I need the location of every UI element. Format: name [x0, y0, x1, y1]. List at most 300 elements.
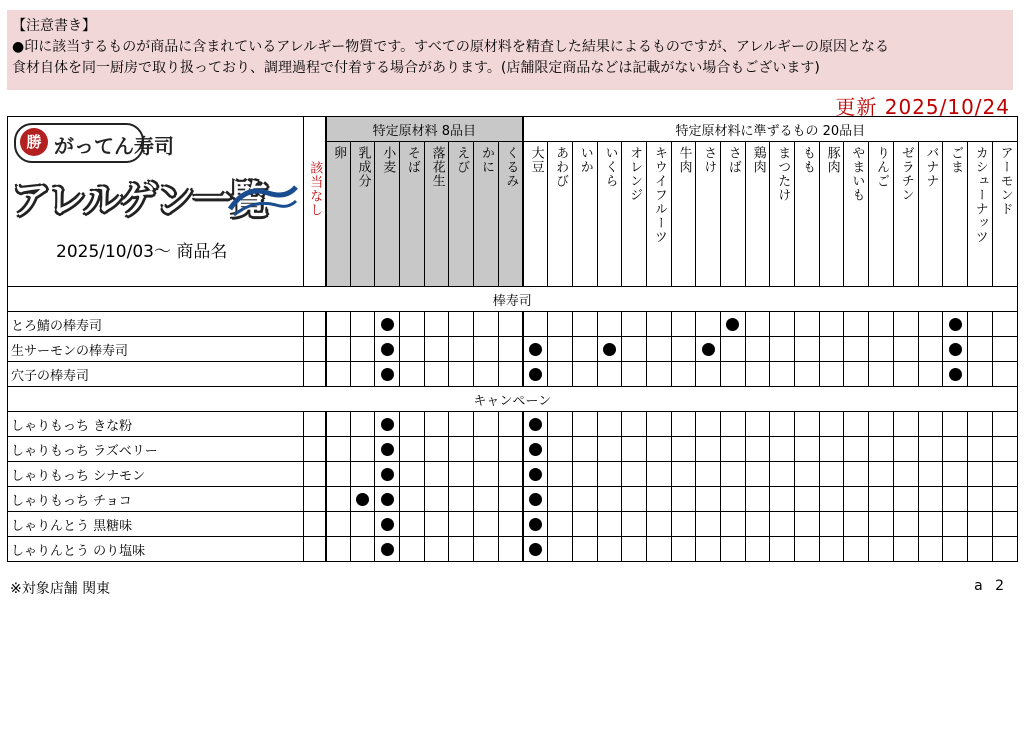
- allergen-cell: [523, 362, 548, 387]
- allergen-mark-icon: [529, 518, 542, 531]
- allergen-cell: [498, 312, 523, 337]
- allergen-cell: [770, 537, 795, 562]
- allergen-cell: [893, 537, 918, 562]
- allergen-cell: [572, 537, 597, 562]
- allergen-header: [646, 142, 671, 287]
- allergen-cell: [992, 362, 1017, 387]
- allergen-cell: [449, 337, 474, 362]
- allergen-cell: [498, 512, 523, 537]
- allergen-label: カシューナッツ: [972, 146, 988, 244]
- allergen-cell: [696, 537, 721, 562]
- allergen-mark-icon: [381, 468, 394, 481]
- allergen-cell: [326, 462, 351, 487]
- allergen-cell: [548, 362, 573, 387]
- allergen-cell: [943, 312, 968, 337]
- allergen-cell: [795, 512, 820, 537]
- none-applicable-cell: [304, 412, 326, 437]
- allergen-cell: [326, 487, 351, 512]
- allergen-mark-icon: [529, 468, 542, 481]
- allergen-cell: [943, 412, 968, 437]
- allergen-header: [770, 142, 795, 287]
- product-name: 生サーモンの棒寿司: [8, 337, 304, 362]
- allergen-cell: [400, 362, 425, 387]
- allergen-cell: [375, 337, 400, 362]
- allergen-cell: [424, 487, 449, 512]
- allergen-label: ごま: [948, 146, 964, 174]
- allergen-cell: [622, 487, 647, 512]
- allergen-cell: [721, 412, 746, 437]
- allergen-cell: [400, 337, 425, 362]
- allergen-cell: [572, 337, 597, 362]
- group-header-main: 特定原材料 8品目: [326, 117, 524, 142]
- allergen-cell: [918, 537, 943, 562]
- allergen-header: [721, 142, 746, 287]
- allergen-header: [696, 142, 721, 287]
- allergen-cell: [696, 337, 721, 362]
- notice-heading: 【注意書き】: [12, 18, 96, 34]
- allergen-label: 卵: [331, 146, 347, 160]
- allergen-cell: [350, 487, 375, 512]
- allergen-cell: [869, 462, 894, 487]
- table-row: [8, 537, 1018, 562]
- allergen-cell: [918, 487, 943, 512]
- allergen-cell: [721, 537, 746, 562]
- allergen-cell: [745, 537, 770, 562]
- none-applicable-cell: [304, 362, 326, 387]
- allergen-cell: [671, 437, 696, 462]
- allergen-cell: [622, 437, 647, 462]
- allergen-cell: [671, 337, 696, 362]
- allergen-cell: [350, 512, 375, 537]
- footer-stores: ※対象店舗 関東: [10, 581, 111, 597]
- allergen-cell: [819, 512, 844, 537]
- notice-box: [7, 10, 1013, 90]
- allergen-cell: [326, 537, 351, 562]
- allergen-cell: [474, 462, 499, 487]
- allergen-cell: [770, 462, 795, 487]
- allergen-cell: [967, 462, 992, 487]
- allergen-label: バナナ: [923, 146, 939, 188]
- allergen-cell: [424, 462, 449, 487]
- allergen-cell: [572, 362, 597, 387]
- allergen-cell: [992, 537, 1017, 562]
- allergen-mark-icon: [949, 318, 962, 331]
- product-name: とろ鯖の棒寿司: [8, 312, 304, 337]
- section-title: キャンペーン: [8, 387, 1018, 412]
- allergen-header: [572, 142, 597, 287]
- allergen-cell: [646, 537, 671, 562]
- allergen-cell: [967, 362, 992, 387]
- allergen-label: キウイフルーツ: [651, 146, 667, 244]
- allergen-cell: [671, 412, 696, 437]
- allergen-cell: [967, 537, 992, 562]
- allergen-cell: [597, 487, 622, 512]
- allergen-cell: [326, 512, 351, 537]
- allergen-cell: [424, 512, 449, 537]
- allergen-header: [498, 142, 523, 287]
- allergen-cell: [869, 362, 894, 387]
- allergen-cell: [721, 337, 746, 362]
- allergen-cell: [597, 312, 622, 337]
- allergen-label: 牛肉: [676, 146, 692, 174]
- allergen-cell: [992, 462, 1017, 487]
- allergen-header: [671, 142, 696, 287]
- allergen-mark-icon: [529, 418, 542, 431]
- none-applicable-header: [304, 117, 326, 287]
- allergen-cell: [918, 437, 943, 462]
- notice-line-2: 食材自体を同一厨房で取り扱っており、調理過程で付着する場合があります。(店舗限定商品などは記載がない場合もございます): [12, 60, 820, 76]
- allergen-cell: [572, 487, 597, 512]
- section-row: [8, 387, 1018, 412]
- allergen-cell: [548, 312, 573, 337]
- allergen-header: [869, 142, 894, 287]
- allergen-cell: [745, 462, 770, 487]
- allergen-cell: [548, 462, 573, 487]
- allergen-cell: [893, 512, 918, 537]
- allergen-cell: [400, 537, 425, 562]
- allergen-cell: [943, 462, 968, 487]
- allergen-cell: [646, 362, 671, 387]
- allergen-cell: [350, 337, 375, 362]
- allergen-label: そば: [404, 146, 420, 174]
- allergen-label: かに: [478, 146, 494, 174]
- allergen-cell: [745, 512, 770, 537]
- allergen-cell: [992, 487, 1017, 512]
- allergen-cell: [819, 362, 844, 387]
- allergen-header: [548, 142, 573, 287]
- allergen-cell: [597, 462, 622, 487]
- allergen-cell: [893, 462, 918, 487]
- allergen-cell: [474, 437, 499, 462]
- allergen-cell: [893, 337, 918, 362]
- allergen-header: [350, 142, 375, 287]
- allergen-header: [745, 142, 770, 287]
- allergen-cell: [523, 337, 548, 362]
- allergen-cell: [795, 437, 820, 462]
- allergen-cell: [424, 312, 449, 337]
- allergen-label: 乳成分: [355, 146, 371, 188]
- allergen-header: [523, 142, 548, 287]
- allergen-cell: [498, 537, 523, 562]
- allergen-cell: [646, 512, 671, 537]
- allergen-header: [992, 142, 1017, 287]
- table-row: [8, 362, 1018, 387]
- allergen-cell: [869, 337, 894, 362]
- allergen-cell: [523, 462, 548, 487]
- allergen-mark-icon: [381, 368, 394, 381]
- allergen-cell: [474, 537, 499, 562]
- allergen-cell: [844, 537, 869, 562]
- table-row: [8, 312, 1018, 337]
- allergen-cell: [671, 462, 696, 487]
- allergen-cell: [474, 312, 499, 337]
- none-applicable-cell: [304, 462, 326, 487]
- allergen-header: [424, 142, 449, 287]
- allergen-mark-icon: [381, 318, 394, 331]
- notice-line-1: ●印に該当するものが商品に含まれているアレルギー物質です。すべての原材料を精査した結果によるものですが、アレルギーの原因となる: [12, 39, 889, 55]
- product-name: しゃりもっち ラズベリー: [8, 437, 304, 462]
- allergen-cell: [597, 412, 622, 437]
- allergen-header: [326, 142, 351, 287]
- allergen-cell: [893, 362, 918, 387]
- allergen-cell: [350, 412, 375, 437]
- allergen-cell: [449, 462, 474, 487]
- allergen-cell: [721, 512, 746, 537]
- allergen-mark-icon: [949, 368, 962, 381]
- allergen-cell: [622, 312, 647, 337]
- allergen-cell: [523, 487, 548, 512]
- allergen-cell: [869, 412, 894, 437]
- allergen-cell: [671, 512, 696, 537]
- allergen-cell: [424, 537, 449, 562]
- allergen-cell: [622, 512, 647, 537]
- none-applicable-cell: [304, 487, 326, 512]
- allergen-header: [918, 142, 943, 287]
- allergen-cell: [819, 537, 844, 562]
- allergen-header: [597, 142, 622, 287]
- allergen-cell: [844, 487, 869, 512]
- allergen-cell: [943, 362, 968, 387]
- allergen-label: まつたけ: [775, 146, 791, 202]
- allergen-cell: [523, 512, 548, 537]
- allergen-cell: [918, 362, 943, 387]
- allergen-cell: [622, 537, 647, 562]
- allergen-cell: [844, 437, 869, 462]
- allergen-cell: [400, 462, 425, 487]
- allergen-cell: [819, 337, 844, 362]
- allergen-cell: [375, 487, 400, 512]
- table-row: [8, 462, 1018, 487]
- group-header-secondary: 特定原材料に準ずるもの 20品目: [523, 117, 1017, 142]
- allergen-mark-icon: [529, 343, 542, 356]
- allergen-cell: [721, 312, 746, 337]
- allergen-cell: [745, 412, 770, 437]
- allergen-cell: [326, 437, 351, 462]
- allergen-cell: [646, 437, 671, 462]
- table-row: [8, 337, 1018, 362]
- allergen-cell: [375, 537, 400, 562]
- allergen-cell: [943, 537, 968, 562]
- allergen-cell: [795, 412, 820, 437]
- allergen-cell: [400, 312, 425, 337]
- table-row: [8, 437, 1018, 462]
- allergen-cell: [869, 437, 894, 462]
- allergen-mark-icon: [949, 343, 962, 356]
- allergen-cell: [869, 312, 894, 337]
- allergen-cell: [721, 462, 746, 487]
- allergen-cell: [721, 362, 746, 387]
- update-date: 更新 2025/10/24: [835, 95, 1010, 119]
- allergen-mark-icon: [381, 343, 394, 356]
- allergen-cell: [795, 337, 820, 362]
- allergen-cell: [622, 337, 647, 362]
- allergen-cell: [992, 312, 1017, 337]
- allergen-cell: [572, 512, 597, 537]
- allergen-cell: [844, 412, 869, 437]
- allergen-header: [844, 142, 869, 287]
- allergen-cell: [474, 362, 499, 387]
- none-applicable-cell: [304, 437, 326, 462]
- allergen-cell: [326, 337, 351, 362]
- allergen-cell: [844, 462, 869, 487]
- allergen-cell: [967, 412, 992, 437]
- allergen-cell: [721, 487, 746, 512]
- allergen-label: 落花生: [429, 146, 445, 188]
- allergen-label: さけ: [701, 146, 717, 174]
- none-applicable-cell: [304, 337, 326, 362]
- allergen-cell: [572, 437, 597, 462]
- allergen-cell: [375, 512, 400, 537]
- allergen-label: さば: [725, 146, 741, 174]
- allergen-cell: [597, 362, 622, 387]
- allergen-cell: [548, 437, 573, 462]
- allergen-cell: [622, 412, 647, 437]
- allergen-cell: [646, 462, 671, 487]
- allergen-cell: [449, 437, 474, 462]
- allergen-header: [400, 142, 425, 287]
- allergen-cell: [671, 537, 696, 562]
- allergen-mark-icon: [381, 418, 394, 431]
- allergen-cell: [646, 412, 671, 437]
- allergen-cell: [597, 437, 622, 462]
- allergen-cell: [696, 312, 721, 337]
- allergen-cell: [498, 487, 523, 512]
- allergen-table: [7, 116, 1018, 562]
- allergen-cell: [671, 312, 696, 337]
- allergen-cell: [844, 312, 869, 337]
- allergen-header: [795, 142, 820, 287]
- allergen-mark-icon: [381, 493, 394, 506]
- allergen-cell: [696, 487, 721, 512]
- allergen-cell: [696, 437, 721, 462]
- allergen-mark-icon: [603, 343, 616, 356]
- allergen-cell: [869, 512, 894, 537]
- allergen-header: [943, 142, 968, 287]
- allergen-cell: [375, 462, 400, 487]
- allergen-cell: [770, 512, 795, 537]
- allergen-cell: [918, 337, 943, 362]
- allergen-label: 小麦: [380, 146, 396, 174]
- wave-icon: [228, 179, 298, 219]
- allergen-header: [375, 142, 400, 287]
- allergen-mark-icon: [726, 318, 739, 331]
- allergen-cell: [943, 337, 968, 362]
- allergen-label: 豚肉: [824, 146, 840, 174]
- allergen-cell: [745, 337, 770, 362]
- allergen-label: ゼラチン: [898, 146, 914, 202]
- allergen-mark-icon: [702, 343, 715, 356]
- allergen-cell: [893, 312, 918, 337]
- allergen-label: オレンジ: [627, 146, 643, 202]
- allergen-cell: [869, 487, 894, 512]
- allergen-cell: [844, 362, 869, 387]
- allergen-cell: [350, 537, 375, 562]
- allergen-cell: [646, 312, 671, 337]
- section-row: [8, 287, 1018, 312]
- allergen-label: あわび: [553, 146, 569, 188]
- allergen-cell: [449, 312, 474, 337]
- allergen-header: [819, 142, 844, 287]
- allergen-cell: [844, 512, 869, 537]
- allergen-cell: [967, 512, 992, 537]
- allergen-cell: [523, 312, 548, 337]
- allergen-mark-icon: [529, 543, 542, 556]
- allergen-cell: [819, 437, 844, 462]
- allergen-cell: [943, 512, 968, 537]
- allergen-cell: [572, 312, 597, 337]
- allergen-mark-icon: [381, 443, 394, 456]
- table-row: [8, 412, 1018, 437]
- none-applicable-label: 該当なし: [307, 161, 323, 217]
- allergen-label: 鶏肉: [750, 146, 766, 174]
- section-title: 棒寿司: [8, 287, 1018, 312]
- product-name: しゃりんとう 黒糖味: [8, 512, 304, 537]
- allergen-cell: [498, 362, 523, 387]
- allergen-cell: [943, 437, 968, 462]
- allergen-cell: [795, 537, 820, 562]
- allergen-cell: [400, 487, 425, 512]
- allergen-cell: [795, 462, 820, 487]
- allergen-label: やまいも: [849, 146, 865, 202]
- allergen-label: アーモンド: [997, 146, 1013, 216]
- allergen-header: [474, 142, 499, 287]
- allergen-cell: [770, 312, 795, 337]
- logo-title: アレルゲン一覧: [12, 177, 268, 222]
- allergen-mark-icon: [356, 493, 369, 506]
- product-name: 穴子の棒寿司: [8, 362, 304, 387]
- allergen-cell: [992, 412, 1017, 437]
- allergen-cell: [548, 337, 573, 362]
- allergen-cell: [819, 462, 844, 487]
- allergen-cell: [770, 437, 795, 462]
- allergen-cell: [770, 487, 795, 512]
- allergen-cell: [424, 337, 449, 362]
- allergen-cell: [350, 362, 375, 387]
- allergen-cell: [844, 337, 869, 362]
- allergen-cell: [696, 412, 721, 437]
- allergen-cell: [523, 437, 548, 462]
- allergen-cell: [326, 412, 351, 437]
- allergen-cell: [696, 512, 721, 537]
- allergen-cell: [449, 487, 474, 512]
- logo: [8, 117, 302, 285]
- product-name: しゃりもっち きな粉: [8, 412, 304, 437]
- none-applicable-cell: [304, 537, 326, 562]
- allergen-label: くるみ: [503, 146, 519, 188]
- allergen-cell: [375, 362, 400, 387]
- allergen-cell: [449, 537, 474, 562]
- allergen-cell: [745, 312, 770, 337]
- allergen-label: いくら: [602, 146, 618, 188]
- date-label: 2025/10/03～ 商品名: [56, 242, 228, 262]
- allergen-cell: [474, 412, 499, 437]
- allergen-cell: [523, 412, 548, 437]
- page-number: a 2: [974, 578, 1008, 594]
- allergen-cell: [819, 487, 844, 512]
- product-name: しゃりんとう のり塩味: [8, 537, 304, 562]
- allergen-mark-icon: [381, 543, 394, 556]
- allergen-cell: [548, 512, 573, 537]
- allergen-cell: [350, 437, 375, 462]
- allergen-cell: [819, 312, 844, 337]
- allergen-label: いか: [577, 146, 593, 174]
- allergen-cell: [770, 362, 795, 387]
- allergen-cell: [449, 362, 474, 387]
- allergen-cell: [819, 412, 844, 437]
- allergen-cell: [869, 537, 894, 562]
- allergen-cell: [498, 437, 523, 462]
- allergen-cell: [474, 337, 499, 362]
